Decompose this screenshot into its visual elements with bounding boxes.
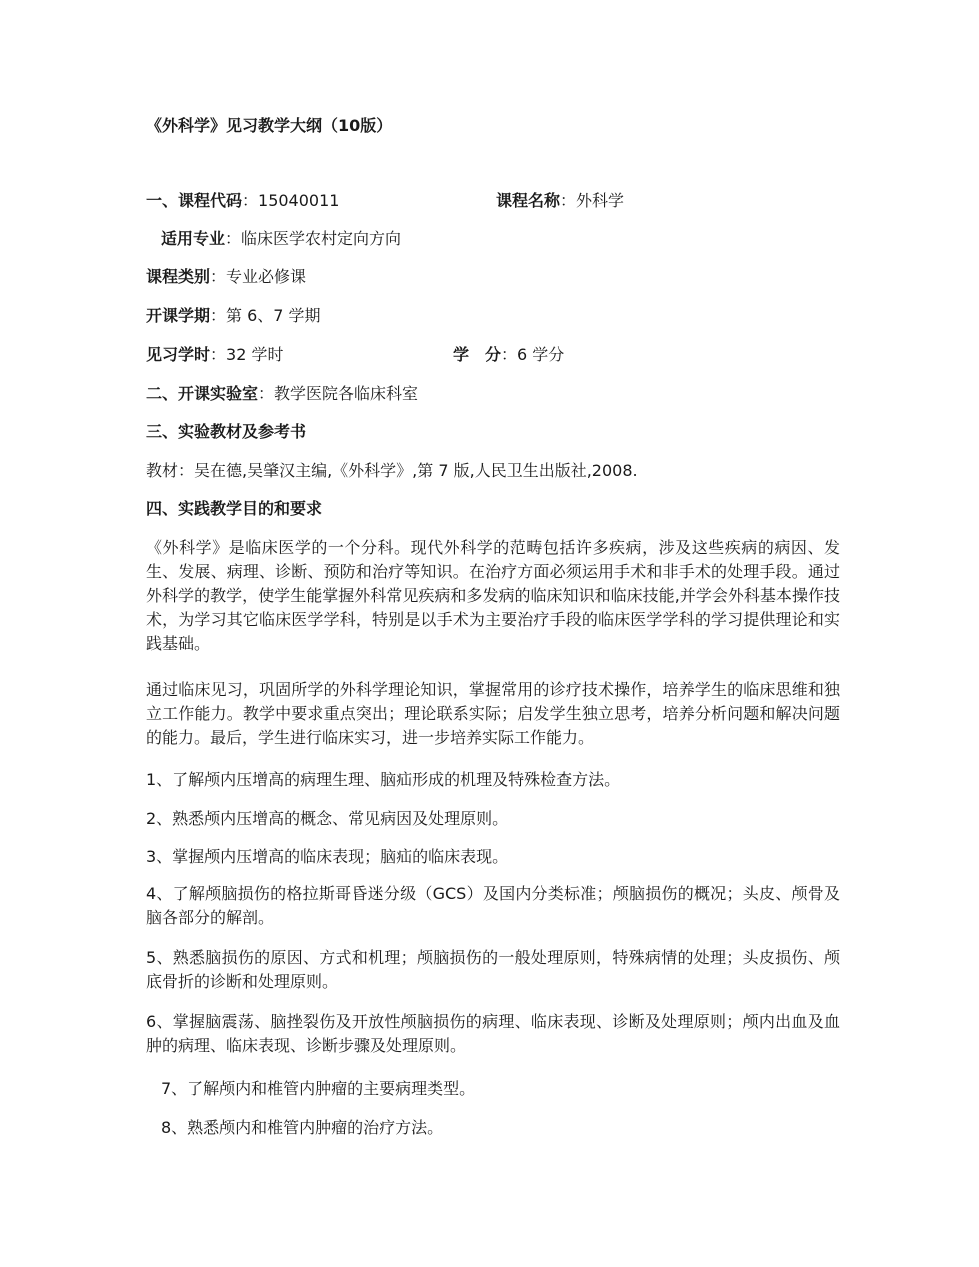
semester-row xyxy=(146,307,321,325)
list-item: 7、了解颅内和椎管内肿瘤的主要病理类型。 xyxy=(161,1079,476,1098)
semester-label: 开课学期 xyxy=(146,306,211,325)
lab-row xyxy=(146,385,418,403)
course-code-label: 一、课程代码 xyxy=(146,191,243,210)
books-heading: 三、实验教材及参考书 xyxy=(146,422,307,441)
category-label: 课程类别 xyxy=(146,267,211,286)
list-item: 5、熟悉脑损伤的原因、方式和机理；颅脑损伤的一般处理原则，特殊病情的处理；头皮损伤、颅底骨折的诊断和处理原则。 xyxy=(146,948,840,991)
credit-label: 学 分 xyxy=(453,345,502,364)
major-row xyxy=(161,230,401,248)
books-text: 教材：吴在德,吴肇汉主编,《外科学》,第 7 版,人民卫生出版社,2008. xyxy=(146,461,638,480)
list-item: 8、熟悉颅内和椎管内肿瘤的治疗方法。 xyxy=(161,1118,444,1137)
document-title: 《外科学》见习教学大纲（10版） xyxy=(146,116,393,135)
list-item: 2、熟悉颅内压增高的概念、常见病因及处理原则。 xyxy=(146,809,509,828)
major-value: ：临床医学农村定向方向 xyxy=(225,229,402,248)
goals-heading: 四、实践教学目的和要求 xyxy=(146,499,323,518)
major-label: 适用专业 xyxy=(161,229,226,248)
category-row xyxy=(146,268,306,286)
credit-value: ：6 学分 xyxy=(501,345,565,364)
lab-value: ：教学医院各临床科室 xyxy=(258,384,419,403)
course-code-row xyxy=(146,192,339,210)
semester-value: ：第 6、7 学期 xyxy=(210,306,321,325)
course-code-value: ：15040011 xyxy=(242,191,340,210)
list-item: 4、了解颅脑损伤的格拉斯哥昏迷分级（GCS）及国内分类标准；颅脑损伤的概况；头皮、颅骨及脑各部分的解剖。 xyxy=(146,884,840,927)
hours-row xyxy=(146,346,283,364)
course-name-value: ：外科学 xyxy=(560,191,625,210)
lab-label: 二、开课实验室 xyxy=(146,384,259,403)
category-value: ：专业必修课 xyxy=(210,267,307,286)
paragraph-intro: 《外科学》是临床医学的一个分科。现代外科学的范畴包括许多疾病，涉及这些疾病的病因、发生、发展、病理、诊断、预防和治疗等知识。在治疗方面必须运用手术和非手术的处理手段。通过外科学的教学，使学生能掌握外科常见疾病和多发病的临床知识和临床技能,并学会外科基本操作技术，为学习其它临床医学学科，特别是以手术为主要治疗手段的临床医学学科的学习提供理论和实践基础。 xyxy=(146,538,840,653)
credit-row xyxy=(453,346,564,364)
course-name-row xyxy=(496,192,624,210)
list-item: 3、掌握颅内压增高的临床表现；脑疝的临床表现。 xyxy=(146,847,509,866)
course-name-label: 课程名称 xyxy=(496,191,561,210)
hours-value: ：32 学时 xyxy=(210,345,284,364)
paragraph-goals: 通过临床见习，巩固所学的外科学理论知识，掌握常用的诊疗技术操作，培养学生的临床思维和独立工作能力。教学中要求重点突出；理论联系实际；启发学生独立思考，培养分析问题和解决问题的能力。最后，学生进行临床实习，进一步培养实际工作能力。 xyxy=(146,680,840,747)
list-item: 1、了解颅内压增高的病理生理、脑疝形成的机理及特殊检查方法。 xyxy=(146,770,621,789)
hours-label: 见习学时 xyxy=(146,345,211,364)
list-item: 6、掌握脑震荡、脑挫裂伤及开放性颅脑损伤的病理、临床表现、诊断及处理原则；颅内出血及血肿的病理、临床表现、诊断步骤及处理原则。 xyxy=(146,1012,840,1055)
